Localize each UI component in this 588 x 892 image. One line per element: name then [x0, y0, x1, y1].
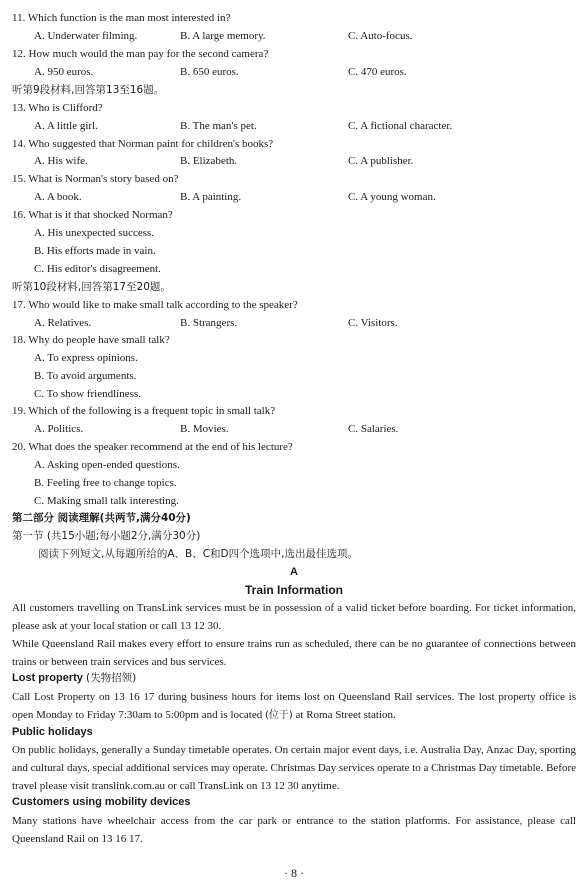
- option-a: A. Politics.: [34, 423, 84, 435]
- passage-paragraph: Many stations have wheelchair access from the car park or entrance to the station platforms. For assistance, please call Queensland Rail on 13 16 17.: [12, 815, 576, 845]
- question-stem: 14. Who suggested that Norman paint for children's books?: [12, 138, 274, 150]
- passage-paragraph: [12, 688, 576, 725]
- material-instruction: 听第9段材料,回答第13至16题。: [12, 84, 165, 96]
- option-a: A. Asking open-ended questions.: [34, 459, 180, 471]
- mobility-heading: Customers using mobility devices: [12, 796, 191, 808]
- question-stem: 16. What is it that shocked Norman?: [12, 209, 173, 221]
- option-a: A. Relatives.: [34, 317, 92, 329]
- option-a: A. A little girl.: [34, 120, 98, 132]
- option-c: C. Salaries.: [348, 423, 399, 435]
- option-c: C. 470 euros.: [348, 66, 407, 78]
- option-c: C. Visitors.: [348, 317, 398, 329]
- option-b: B. His efforts made in vain.: [34, 245, 156, 257]
- lost-text-gloss: (位于): [264, 710, 293, 721]
- question-stem: 13. Who is Clifford?: [12, 102, 103, 114]
- passage-paragraph: While Queensland Rail makes every effort to ensure trains run as scheduled, there can be no guarantee of connections between trains or between train services and bus services.: [12, 638, 576, 668]
- option-c: C. Auto-focus.: [348, 30, 413, 42]
- option-a: A. A book.: [34, 191, 82, 203]
- part-title: 第二部分 阅读理解(共两节,满分40分): [12, 512, 191, 524]
- question-stem: 19. Which of the following is a frequent topic in small talk?: [12, 405, 276, 417]
- material-instruction: 听第10段材料,回答第17至20题。: [12, 281, 171, 293]
- option-a: A. Underwater filming.: [34, 30, 138, 42]
- option-a: A. 950 euros.: [34, 66, 94, 78]
- lost-property-gloss: (失物招领): [85, 672, 137, 684]
- option-c: C. Making small talk interesting.: [34, 495, 179, 507]
- passage-paragraph: All customers travelling on TransLink services must be in possession of a valid ticket before boarding. For ticket information, please ask at your local station or call 13 12 30.: [12, 602, 576, 632]
- option-c: C. A young woman.: [348, 191, 436, 203]
- option-c: C. A fictional character.: [348, 120, 453, 132]
- option-b: B. The man's pet.: [180, 120, 257, 132]
- option-a: A. To express opinions.: [34, 352, 138, 364]
- question-stem: 18. Why do people have small talk?: [12, 334, 170, 346]
- directions: 阅读下列短文,从每题所给的A、B、C和D四个选项中,选出最佳选项。: [38, 548, 358, 560]
- option-b: B. To avoid arguments.: [34, 370, 137, 382]
- option-b: B. Elizabeth.: [180, 155, 238, 167]
- question-stem: 17. Who would like to make small talk according to the speaker?: [12, 299, 298, 311]
- option-b: B. Feeling free to change topics.: [34, 477, 177, 489]
- option-a: A. His wife.: [34, 155, 88, 167]
- question-stem: 15. What is Norman's story based on?: [12, 173, 179, 185]
- passage-paragraph: On public holidays, generally a Sunday timetable operates. On certain major event days, i.e. Australia Day, Anzac Day, sporting and cultural days, special additional services may operate. Christmas Day services operate to a Christmas Day timetable. Before travel please visit translink.com.au or call TransLink on 13 12 30 anytime.: [12, 744, 576, 792]
- option-b: B. A painting.: [180, 191, 242, 203]
- passage-title: Train Information: [244, 583, 343, 597]
- lost-property-heading: Lost property: [12, 672, 83, 684]
- question-stem: 20. What does the speaker recommend at the end of his lecture?: [12, 441, 293, 453]
- passage-letter: A: [290, 566, 298, 578]
- option-b: B. 650 euros.: [180, 66, 239, 78]
- option-b: B. A large memory.: [180, 30, 266, 42]
- question-stem: 12. How much would the man pay for the second camera?: [12, 48, 269, 60]
- option-b: B. Movies.: [180, 423, 229, 435]
- option-c: C. A publisher.: [348, 155, 414, 167]
- option-a: A. His unexpected success.: [34, 227, 155, 239]
- lost-text-end: at Roma Street station.: [292, 709, 396, 721]
- lost-text: Call Lost Property on 13 16 17 during business hours for items lost on Queensland Rail services. The lost property office is open Monday to Friday 7:30am to 5:00pm and is located: [12, 691, 576, 721]
- subsection-title: 第一节 (共15小题;每小题2分,满分30分): [12, 530, 201, 542]
- option-b: B. Strangers.: [180, 317, 238, 329]
- page-number: · 8 ·: [284, 866, 304, 880]
- option-c: C. To show friendliness.: [34, 388, 141, 400]
- question-stem: 11. Which function is the man most interested in?: [12, 12, 231, 24]
- section-heading: [12, 672, 136, 685]
- holidays-heading: Public holidays: [12, 726, 93, 738]
- option-c: C. His editor's disagreement.: [34, 263, 161, 275]
